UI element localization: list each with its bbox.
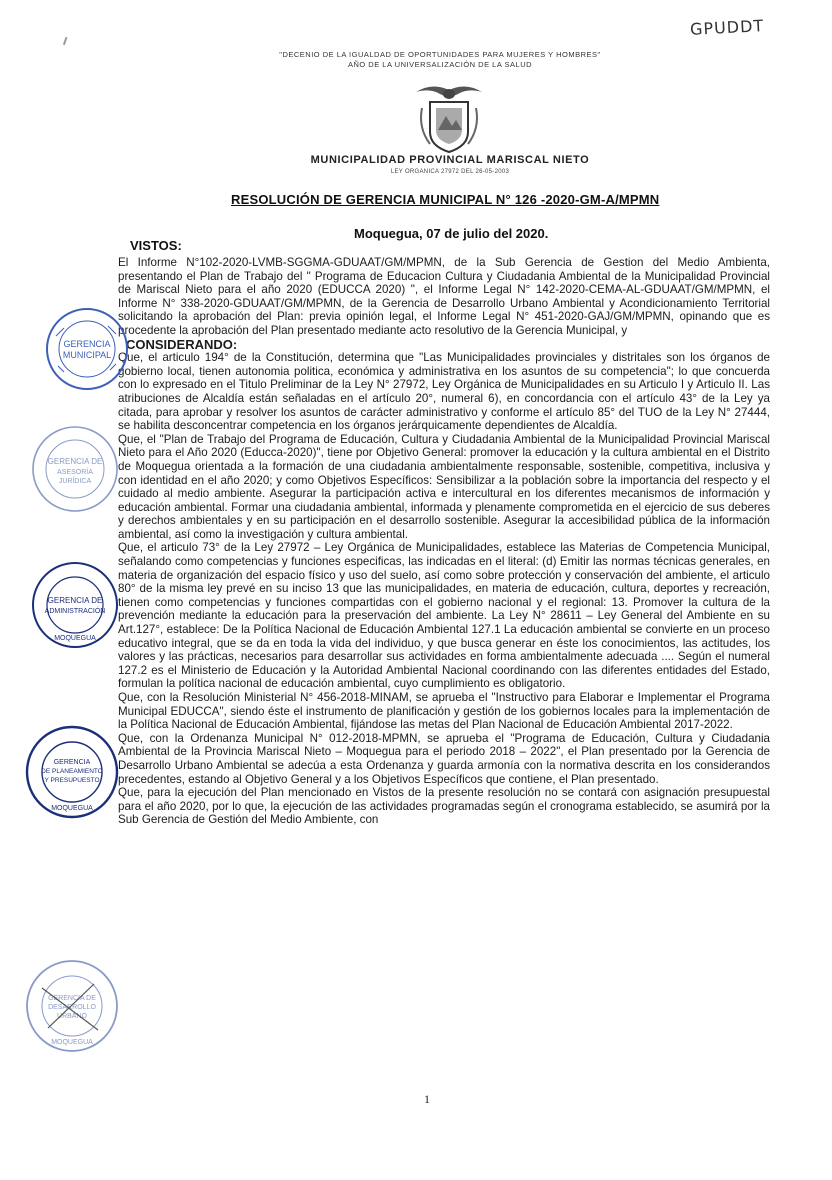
- svg-text:ADMINISTRACIÓN: ADMINISTRACIÓN: [44, 608, 106, 615]
- svg-text:Y PRESUPUESTO: Y PRESUPUESTO: [44, 777, 100, 784]
- stamp-asesoria-juridica: [30, 424, 120, 514]
- considerando-paragraph-1: Que, el articulo 194° de la Constitución, determina que "Las Municipalidades provinciales y distritales son los órganos de gobierno local, tienen autonomia politica, económica y administrativa en los asuntos de su competencia"; lo que concuerda con lo expresado en el Titulo Preliminar de la Ley N° 27972, Ley Orgánica de Municipalidades en su Articulo I y Articulo II. Las atribuciones de Alcaldía están señaladas en el artículo 20°, numeral 6), en concordancia con el artículo 43° de la Ley ya citada, para aprobar y resolver los asuntos de carácter administrativo y conforme el artículo 85° del TUO de la Ley N° 27444, se habilita desconcentrar competencia en los órganos jerárquicamente dependientes de Alcaldía.: [118, 351, 770, 433]
- stamp-gerencia-municipal: [44, 306, 130, 392]
- resolution-date: Moquegua, 07 de julio del 2020.: [354, 226, 549, 241]
- vistos-heading: VISTOS:: [130, 238, 182, 253]
- considerando-paragraph-2: Que, el "Plan de Trabajo del Programa de Educación, Cultura y Ciudadania Ambiental de la Municipalidad Provincial Mariscal Nieto para el Año 2020 (Educca-2020)", tiene por Objetivo General: promover la educación y la cultura ambiental en el Distrito de Moquegua orientada a la formación de una ciudadania ambientalmente responsable, sostenible, competitiva, inclusiva y con identidad en el año 2020; y como Objetivos Específicos: Sensibilizar a la población sobre la importancia del respecto y el cuidado al medio ambiente. Asegurar la participación activa e intercultural en los diferentes mecanismos de información y educación ambiental. Formar una ciudadania ambiental, informada y plenamente comprometida en el ejercicio de sus deberes y derechos ambientales y en su participación en el desarrollo sostenible. Asegurar la accesibilidad pública de la información ambiental, así como la investigación y cultura ambiental.: [118, 432, 770, 541]
- svg-text:MOQUEGUA: MOQUEGUA: [51, 805, 93, 812]
- svg-text:GERENCIA: GERENCIA: [63, 339, 111, 349]
- vistos-paragraph: El Informe N°102-2020-LVMB-SGGMA-GDUAAT/GM/MPMN, de la Sub Gerencia de Gestion del Medio Ambienta, presentando el Plan de Trabajo del " Programa de Educacion Cultura y Ciudadania Ambiental de la Municipalidad Provincial de Mariscal Nieto para el año 2020 (EDUCCA 2020) ", el Informe Legal N° 142-2020-CEMA-AL-GDUAAT/GM/MPMN, el Informe N° 338-2020-GDUAAT/GM/MPMN, de la Gerencia de Desarrollo Urbano Ambiental y Acondicionamiento Territorial solicitando la aprobación del Plan: previa opinión legal, el Informe Legal N° 451-2020-GAJ/GM/MPMN, opinando que es procedente la aprobación del Plan presentado mediante acto resolutivo de la Gerencia Municipal, y: [118, 256, 770, 337]
- svg-text:GERENCIA DE: GERENCIA DE: [48, 995, 96, 1002]
- svg-text:MOQUEGUA: MOQUEGUA: [54, 635, 96, 642]
- svg-text:MOQUEGUA: MOQUEGUA: [51, 1039, 93, 1046]
- resolution-body: [118, 256, 770, 827]
- svg-text:ASESORÍA: ASESORÍA: [57, 469, 93, 476]
- resolution-title: RESOLUCIÓN DE GERENCIA MUNICIPAL N° 126 -2020-GM-A/MPMN: [231, 192, 660, 207]
- svg-text:JURÍDICA: JURÍDICA: [58, 478, 92, 485]
- considerando-paragraph-6: Que, para la ejecución del Plan mencionado en Vistos de la presente resolución no se contará con asignación presupuestal para el año 2020, por lo que, la ejecución de las actividades programadas según el cronograma establecido, se asumirá por la Sub Gerencia de Gestión del Medio Ambiente, con: [118, 786, 770, 827]
- svg-text:DE PLANEAMIENTO: DE PLANEAMIENTO: [41, 768, 103, 775]
- stamp-desarrollo-urbano: [24, 958, 120, 1054]
- slogan-line-2: AÑO DE LA UNIVERSALIZACIÓN DE LA SALUD: [347, 60, 533, 69]
- stamp-planeamiento-presupuesto: [24, 724, 120, 820]
- considerando-heading: CONSIDERANDO:: [126, 336, 238, 352]
- svg-text:GERENCIA DE: GERENCIA DE: [47, 596, 103, 605]
- organic-law-line: LEY ORGANICA 27972 DEL 26-05-2003: [390, 169, 510, 175]
- slogan-line-1: "DECENIO DE LA IGUALDAD DE OPORTUNIDADES PARA MUJERES Y HOMBRES": [279, 50, 601, 59]
- svg-text:MUNICIPAL: MUNICIPAL: [62, 350, 112, 360]
- svg-text:URBANO: URBANO: [57, 1013, 87, 1020]
- page-number: 1: [424, 1092, 430, 1106]
- considerando-paragraph-4: Que, con la Resolución Ministerial N° 456-2018-MINAM, se aprueba el "Instructivo para Elaborar e Implementar el Programa Municipal EDUCCA", siendo éste el instrumento de planificación y gestión de los gobiernos locales para la implementación de la Política Nacional de Educación Ambiental, fijándose las metas del Plan Nacional de Educación Ambiental 2017-2022.: [118, 691, 770, 732]
- svg-text:GERENCIA DE: GERENCIA DE: [47, 457, 103, 466]
- municipal-crest-icon: [408, 78, 490, 156]
- considerando-paragraph-3: Que, el articulo 73° de la Ley 27972 – Ley Orgánica de Municipalidades, establece las Materias de Competencia Municipal, señalando como competencias y funciones especificas, las indicadas en el literal: (d) Emitir las normas técnicas generales, en materia de organización del espacio físico y uso del suelo, así como sobre protección y conservación del ambiente, el articulo 80° de la misma ley prevé en su inciso 13 que las municipalidades, en materia de educación, cultura, deportes y recreación, tienen como competencias y funciones compartidas con el gobierno nacional y el regional: 13. Promover la cultura de la prevención mediante la educación para la preservación del ambiente. La Ley N° 28611 – Ley General del Ambiente en su Art.127°, establece: De la Política Nacional de Educación Ambiental 127.1 La educación ambiental se convierte en un proceso educativo integral, que se da en toda la vida del individuo, y que busca generar en éste los conocimientos, las actitudes, los valores y las prácticas, necesarios para desarrollar sus actividades en forma ambientalmente adecuada .... Según el numeral 127.2 es el Ministerio de Educación y la Autoridad Ambiental Nacional coordinando con las diferentes entidades del Estado, formulan la política nacional de educación ambiental, cuyo cumplimiento es obligatorio.: [118, 541, 770, 691]
- municipality-name: MUNICIPALIDAD PROVINCIAL MARISCAL NIETO: [310, 154, 590, 166]
- svg-text:GERENCIA: GERENCIA: [53, 759, 91, 766]
- scan-mark: [63, 37, 73, 47]
- handwritten-note: GPUDDT: [689, 16, 765, 39]
- stamp-administracion: [30, 560, 120, 650]
- svg-text:DESARROLLO: DESARROLLO: [48, 1004, 96, 1011]
- header-slogan: [240, 50, 640, 70]
- considerando-paragraph-5: Que, con la Ordenanza Municipal N° 012-2018-MPMN, se aprueba el "Programa de Educación, Cultura y Ciudadania Ambiental de la Provincia Mariscal Nieto – Moquegua para el periodo 2018 – 2022", el Plan presentado por la Gerencia de Desarrollo Urbano Ambiental se adecúa a esta Ordenanza y guarda armonía con la normativa descrita en los considerandos precedentes, estando al Objetivo General y a los Objetivos Específicos que contiene, el Plan presentado.: [118, 731, 770, 786]
